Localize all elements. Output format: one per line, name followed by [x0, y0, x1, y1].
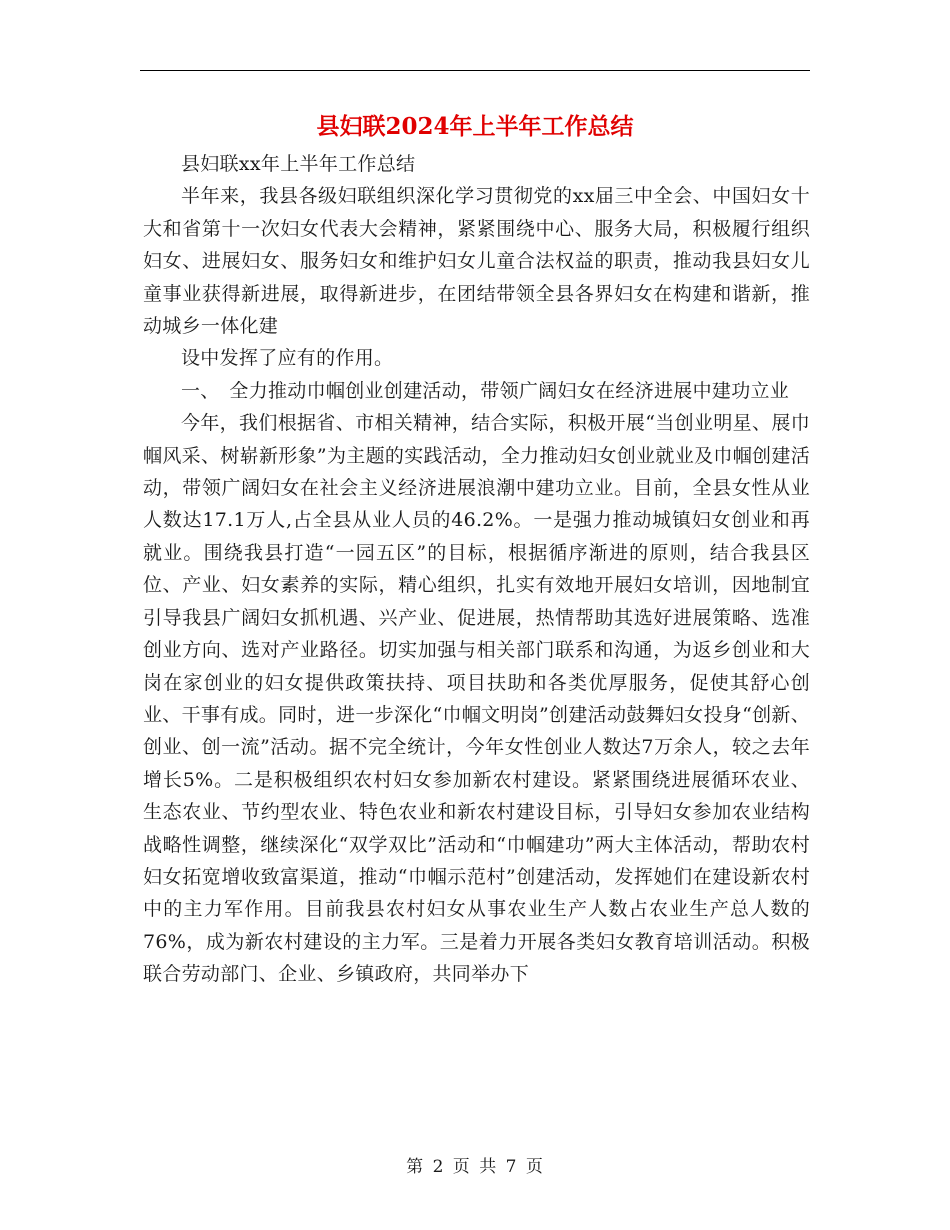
section-heading-1: 一、 全力推动巾帼创业创建活动，带领广阔妇女在经济进展中建功立业 — [181, 379, 790, 402]
document-body — [143, 148, 810, 991]
page-number: 第 2 页 共 7 页 — [406, 1157, 544, 1177]
paragraph-intro: 半年来，我县各级妇联组织深化学习贯彻党的xx届三中全会、中国妇女十大和省第十一次妇女代表大会精神，紧紧围绕中心、服务大局，积极履行组织妇女、进展妇女、服务妇女和维护妇女儿童合法权益的职责，推动我县妇女儿童事业获得新进展，取得新进步，在团结带领全县各界妇女在构建和谐新，推动城乡一体化建 — [143, 185, 810, 338]
header-rule — [140, 70, 810, 71]
document-title: 县妇联2024年上半年工作总结 — [316, 113, 634, 140]
paragraph-subtitle: 县妇联xx年上半年工作总结 — [181, 153, 416, 175]
paragraph-section-1-body: 今年，我们根据省、市相关精神，结合实际，积极开展“当创业明星、展巾帼风采、树崭新形象”为主题的实践活动，全力推动妇女创业就业及巾帼创建活动，带领广阔妇女在社会主义经济进展浪潮中建功立业。目前，全县女性从业人数达17.1万人,占全县从业人员的46.2%。一是强力推动城镇妇女创业和再就业。围绕我县打造“一园五区”的目标，根据循序渐进的原则，结合我县区位、产业、妇女素养的实际，精心组织，扎实有效地开展妇女培训，因地制宜引导我县广阔妇女抓机遇、兴产业、促进展，热情帮助其选好进展策略、选准创业方向、选对产业路径。切实加强与相关部门联系和沟通，为返乡创业和大岗在家创业的妇女提供政策扶持、项目扶助和各类优厚服务，促使其舒心创业、干事有成。同时，进一步深化“巾帼文明岗”创建活动鼓舞妇女投身“创新、创业、创一流”活动。据不完全统计，今年女性创业人数达7万余人，较之去年增长5%。二是积极组织农村妇女参加新农村建设。紧紧围绕进展循环农业、生态农业、节约型农业、特色农业和新农村建设目标，引导妇女参加农业结构战略性调整，继续深化“双学双比”活动和“巾帼建功”两大主体活动，帮助农村妇女拓宽增收致富渠道，推动“巾帼示范村”创建活动，发挥她们在建设新农村中的主力军作用。目前我县农村妇女从事农业生产人数占农业生产总人数的76%，成为新农村建设的主力军。三是着力开展各类妇女教育培训活动。积极联合劳动部门、企业、乡镇政府，共同举办下 — [143, 412, 810, 986]
paragraph-intro-continued: 设中发挥了应有的作用。 — [181, 347, 394, 370]
